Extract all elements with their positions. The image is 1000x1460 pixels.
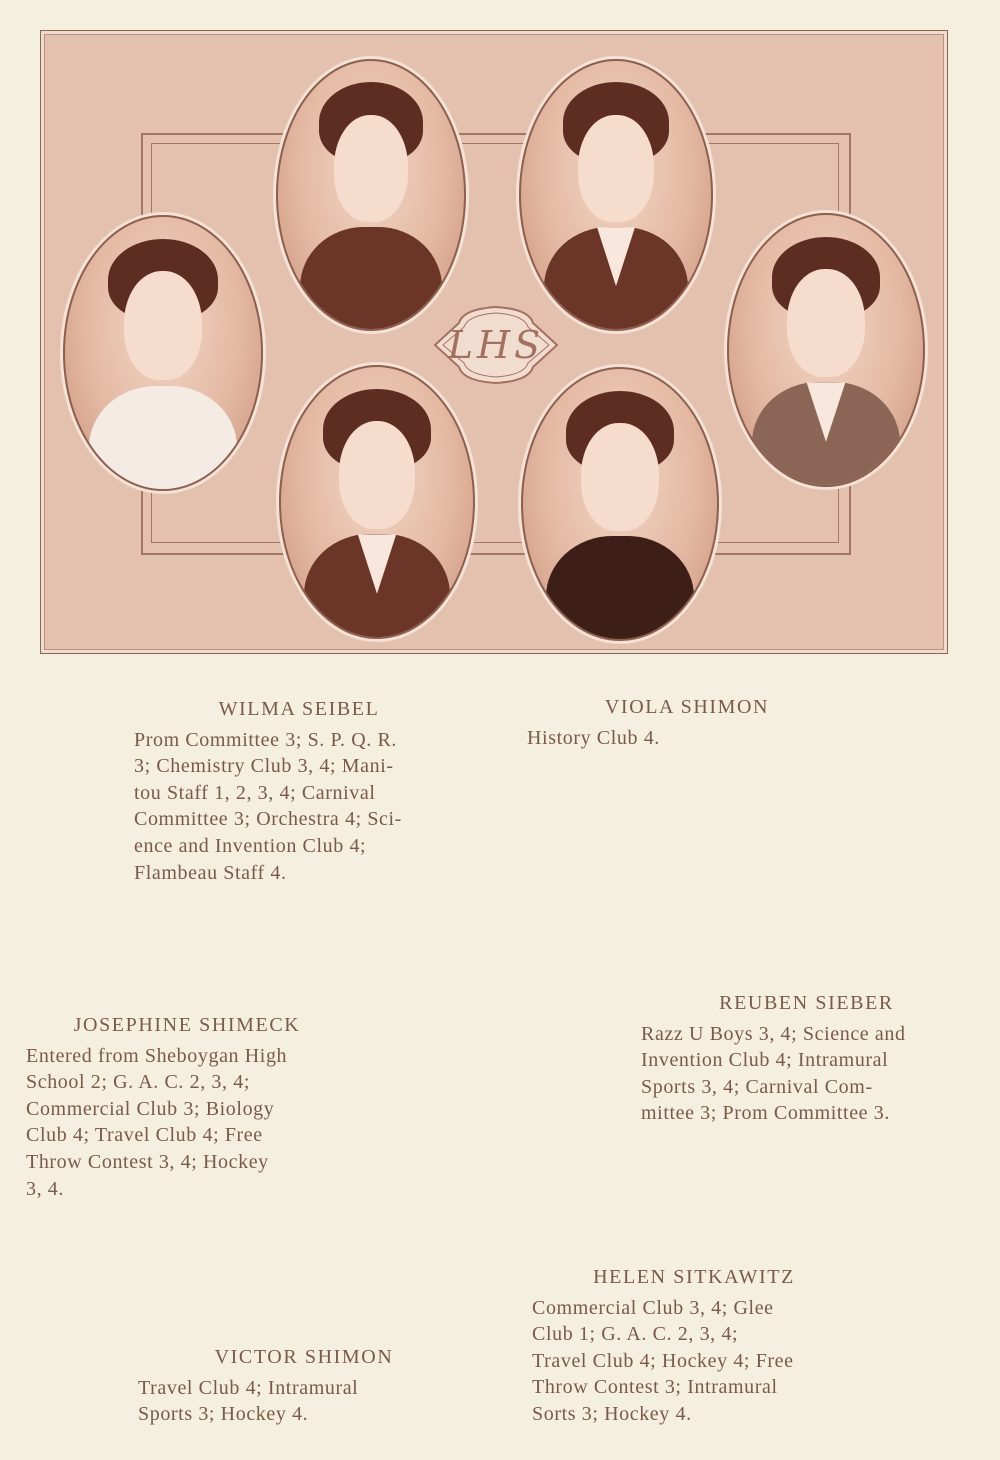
student-activities: Travel Club 4; Intramural Sports 3; Hockey 4.	[138, 1376, 359, 1426]
portrait-left	[63, 215, 263, 491]
entry-viola-shimon	[527, 694, 847, 751]
student-activities: Razz U Boys 3, 4; Science and Invention Club 4; Intramural Sports 3, 4; Carnival Com- mittee 3; Prom Committee 3.	[641, 1022, 906, 1125]
entry-reuben-sieber	[641, 990, 972, 1127]
portrait-right	[727, 213, 925, 487]
student-name: VIOLA SHIMON	[604, 696, 770, 718]
portrait-top-left-center	[276, 59, 466, 331]
student-name: WILMA SEIBEL	[218, 698, 380, 720]
entry-josephine-shimeck	[26, 1012, 348, 1202]
student-activities: Entered from Sheboygan High School 2; G. A. C. 2, 3, 4; Commercial Club 3; Biology Club 4; Travel Club 4; Free Throw Contest 3, 4; Hockey 3, 4.	[26, 1044, 288, 1200]
monogram-text: LHS	[447, 323, 545, 367]
student-activities: Commercial Club 3, 4; Glee Club 1; G. A. C. 2, 3, 4; Travel Club 4; Hockey 4; Free Throw Contest 3; Intramural Sorts 3; Hockey 4.	[532, 1296, 794, 1425]
portrait-bottom-right-center	[521, 367, 719, 641]
student-name: HELEN SITKAWITZ	[593, 1266, 795, 1288]
portrait-bottom-left-center	[279, 365, 475, 639]
school-monogram	[429, 303, 563, 387]
student-activities: History Club 4.	[527, 726, 660, 749]
entry-victor-shimon	[138, 1344, 470, 1428]
student-activities: Prom Committee 3; S. P. Q. R. 3; Chemistry Club 3, 4; Mani- tou Staff 1, 2, 3, 4; Carnival Committee 3; Orchestra 4; Sci- ence and Invention Club 4; Flambeau Staff 4.	[134, 728, 402, 884]
student-name: VICTOR SHIMON	[214, 1346, 394, 1368]
student-name: REUBEN SIEBER	[719, 992, 894, 1014]
portrait-panel	[40, 30, 948, 654]
entry-wilma-seibel	[134, 696, 464, 886]
student-name: JOSEPHINE SHIMECK	[73, 1014, 301, 1036]
portrait-top-right-center	[519, 59, 713, 331]
entry-helen-sitkawitz	[532, 1264, 856, 1428]
